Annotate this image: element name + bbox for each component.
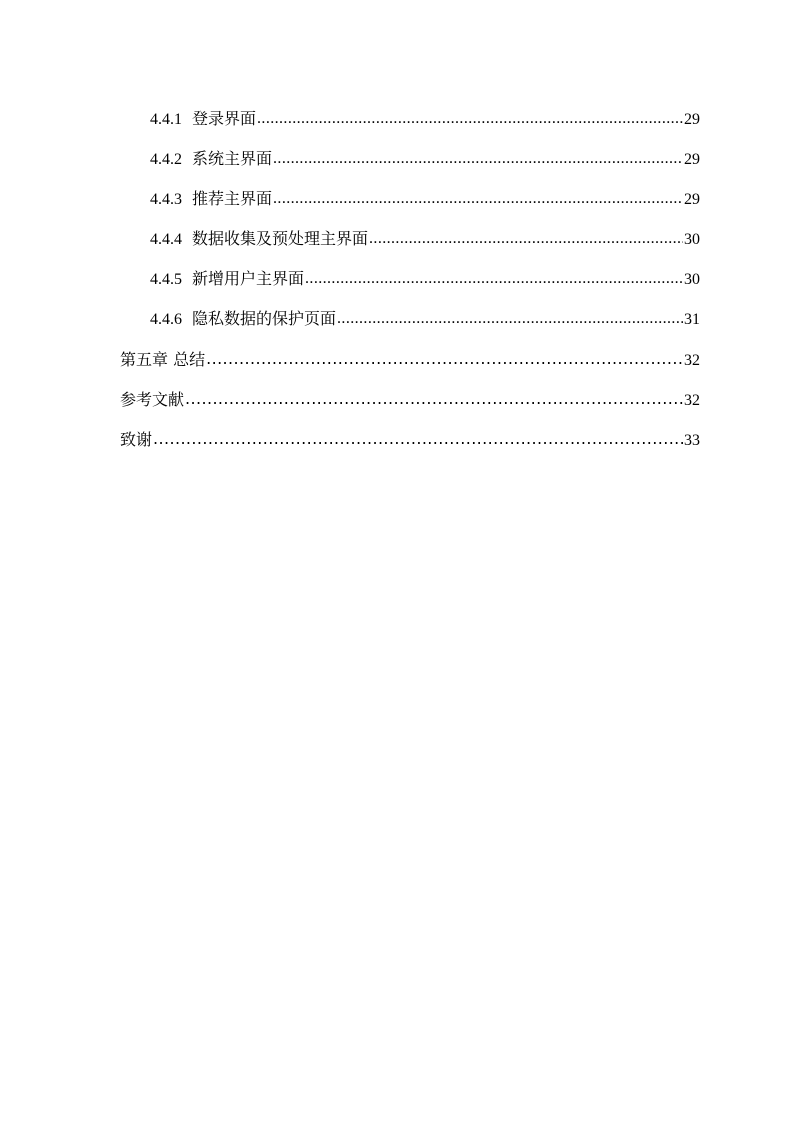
dot-leader (305, 267, 683, 291)
toc-entry-page: 32 (684, 392, 700, 409)
toc-entry-chapter-5[interactable] (120, 344, 700, 384)
dot-leader (369, 227, 683, 251)
toc-entry-title: 参考文献 (120, 390, 185, 409)
toc-entry-page: 29 (684, 111, 700, 128)
toc-entry-4-4-2[interactable] (120, 144, 700, 184)
toc-entry-title: 致谢 (120, 430, 153, 449)
dot-leader (153, 427, 683, 451)
toc-entry-page: 30 (684, 271, 700, 288)
dot-leader (206, 347, 683, 371)
toc-entry-4-4-4[interactable] (120, 224, 700, 264)
toc-entry-title: 登录界面 (192, 111, 257, 128)
dot-leader (257, 107, 683, 131)
toc-entry-number: 4.4.3 (150, 191, 182, 208)
toc-entry-page: 29 (684, 191, 700, 208)
toc-entry-4-4-6[interactable] (120, 304, 700, 344)
dot-leader (337, 307, 683, 331)
toc-entry-title: 第五章 总结 (120, 350, 206, 369)
toc-entry-references[interactable] (120, 384, 700, 424)
toc-entry-number: 4.4.1 (150, 111, 182, 128)
toc-entry-4-4-3[interactable] (120, 184, 700, 224)
toc-entry-page: 29 (684, 151, 700, 168)
toc-entry-title: 隐私数据的保护页面 (192, 311, 337, 328)
table-of-contents (120, 104, 700, 464)
toc-entry-title: 数据收集及预处理主界面 (192, 231, 369, 248)
toc-entry-number: 4.4.6 (150, 311, 182, 328)
toc-entry-title: 系统主界面 (192, 151, 273, 168)
toc-entry-page: 32 (684, 352, 700, 369)
toc-entry-number: 4.4.5 (150, 271, 182, 288)
toc-entry-4-4-5[interactable] (120, 264, 700, 304)
toc-entry-number: 4.4.2 (150, 151, 182, 168)
toc-entry-title: 推荐主界面 (192, 191, 273, 208)
toc-entry-page: 33 (684, 432, 700, 449)
toc-entry-title: 新增用户主界面 (192, 271, 305, 288)
dot-leader (273, 147, 683, 171)
dot-leader (185, 387, 683, 411)
toc-entry-page: 30 (684, 231, 700, 248)
dot-leader (273, 187, 683, 211)
toc-entry-acknowledgements[interactable] (120, 424, 700, 464)
toc-entry-page: 31 (684, 311, 700, 328)
toc-entry-number: 4.4.4 (150, 231, 182, 248)
toc-entry-4-4-1[interactable] (120, 104, 700, 144)
